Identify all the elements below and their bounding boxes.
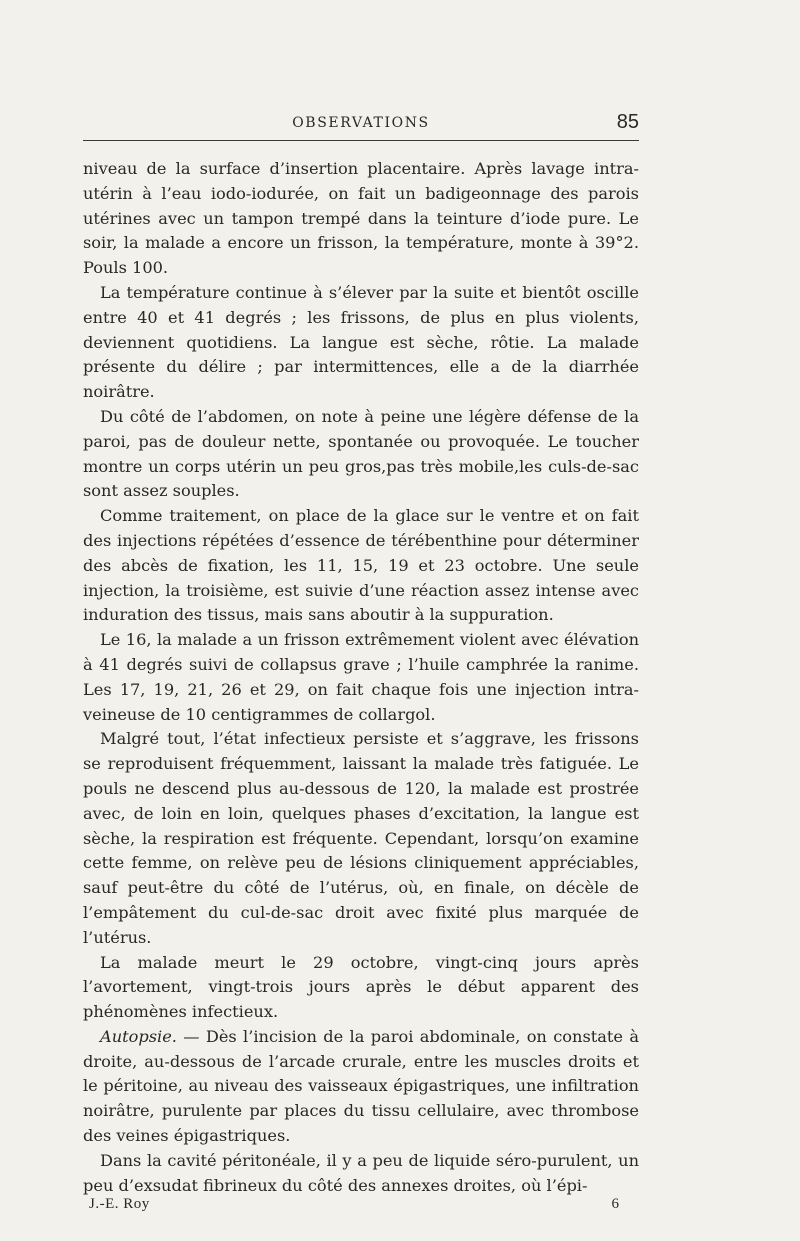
paragraph: Dans la cavité péritonéale, il y a peu de liquide séro-purulent, un peu d’exsudat fibrineux du côté des annexes droites, où l’épi-	[83, 1150, 639, 1195]
paragraph: Du côté de l’abdomen, on note à peine une légère défense de la paroi, pas de douleur nette, spontanée ou provoquée. Le toucher montre un corps utérin un peu gros,pas très mobile,les culs-de-sac sont assez souples.	[83, 406, 639, 501]
section-heading-autopsie: Autopsie.	[100, 1026, 177, 1046]
running-title: OBSERVATIONS	[292, 115, 430, 131]
paragraph: Comme traitement, on place de la glace sur le ventre et on fait des injections répétées d’essence de térébenthine pour déterminer des abcès de fixation, les 11, 15, 19 et 23 octobre. Une seule injection, la troisième, est suivie d’une réaction assez intense avec induration des tissus, mais sans aboutir à la suppuration.	[83, 506, 639, 625]
paragraph: Malgré tout, l’état infectieux persiste et s’aggrave, les frissons se reproduisent fréquemment, laissant la malade très fatiguée. Le pouls ne descend plus au-dessous de 120, la malade est prostrée avec, de loin en loin, quelques phases d’excitation, la langue est sèche, la respiration est fréquente. Cependant, lorsqu’on examine cette femme, on relève peu de lésions cliniquement appréciables, sauf peut-être du côté de l’utérus, où, en finale, on décèle de l’empâtement du cul-de-sac droit avec fixité plus marquée de l’utérus.	[83, 729, 639, 947]
page-footer	[83, 1196, 639, 1222]
paragraph-text: — Dès l’incision de la paroi abdominale, on constate à droite, au-dessous de l’arcade crurale, entre les muscles droits et le péritoine, au niveau des vaisseaux épigastriques, une infiltration noirâtre, purulente par places du tissu cellulaire, avec thrombose des veines épigastriques.	[83, 1026, 639, 1146]
book-page	[83, 112, 639, 1222]
body-text	[83, 157, 639, 1198]
signature-mark: J.-E. Roy	[89, 1196, 150, 1213]
paragraph: La température continue à s’élever par la suite et bientôt oscille entre 40 et 41 degrés ; les frissons, de plus en plus violents, deviennent quotidiens. La langue est sèche, rôtie. La malade présente du délire ; par intermittences, elle a de la diarrhée noirâtre.	[83, 282, 639, 402]
page-number: 85	[616, 111, 639, 133]
paragraph: niveau de la surface d’insertion placentaire. Après lavage intra-utérin à l’eau iodo-iodurée, on fait un badigeonnage des parois utérines avec un tampon trempé dans la teinture d’iode pure. Le soir, la malade a encore un frisson, la température, monte à 39°2. Pouls 100.	[83, 159, 639, 278]
sheet-number: 6	[611, 1196, 619, 1213]
paragraph: Le 16, la malade a un frisson extrêmement violent avec élévation à 41 degrés suivi de collapsus grave ; l’huile camphrée la ranime. Les 17, 19, 21, 26 et 29, on fait chaque fois une injection intra-veineuse de 10 centigrammes de collargol.	[83, 630, 639, 724]
paragraph: La malade meurt le 29 octobre, vingt-cinq jours après l’avortement, vingt-trois jours après le début apparent des phénomènes infectieux.	[83, 952, 639, 1022]
running-head	[83, 112, 639, 141]
paragraph-autopsy	[83, 1025, 639, 1149]
